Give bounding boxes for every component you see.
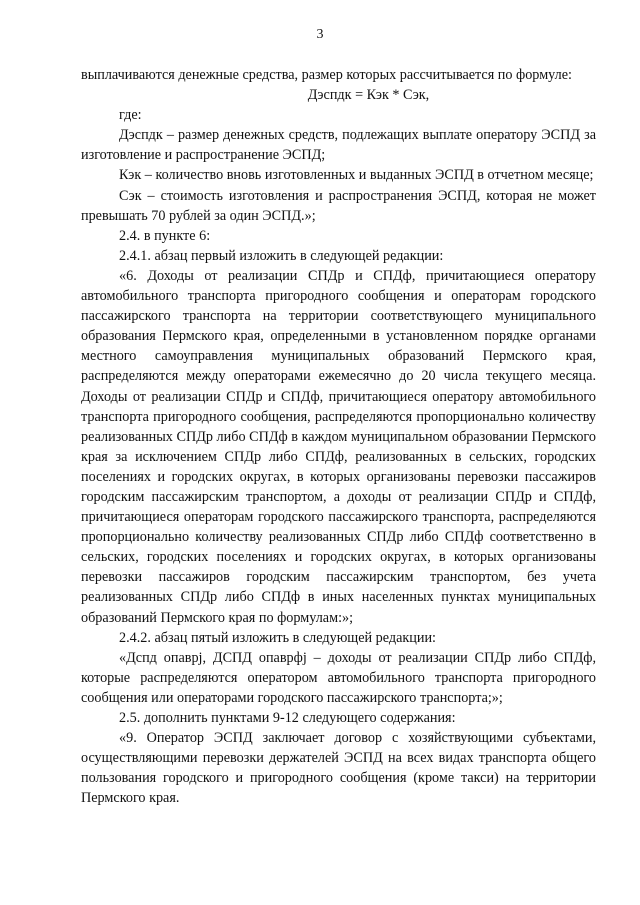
paragraph-item-2-4-1: 2.4.1. абзац первый изложить в следующей редакции:	[119, 247, 444, 264]
paragraph-income-definition: «Дспд опаврj, ДСПД опаврфj – доходы от реализации СПДр либо СПДф, которые распределяются оператором автомобильного транспорта пригородного сообщения или операторами городского пассажирского транспорта;»;	[81, 649, 596, 706]
paragraph-definition-dspdk: Дэспдк – размер денежных средств, подлежащих выплате оператору ЭСПД за изготовление и распространение ЭСПД;	[81, 127, 596, 164]
paragraph-item-2-4-2: 2.4.2. абзац пятый изложить в следующей редакции:	[119, 629, 436, 646]
paragraph-payout-intro: выплачиваются денежные средства, размер которых рассчитывается по формуле:	[81, 67, 572, 83]
page-number: 3	[316, 27, 324, 42]
paragraph-where: где:	[119, 107, 142, 124]
formula-dspdk: Дэспдк = Кэк * Сэк,	[307, 87, 430, 104]
document-body	[81, 65, 596, 808]
paragraph-item-2-5: 2.5. дополнить пунктами 9-12 следующего содержания:	[119, 710, 456, 726]
paragraph-clause-6: «6. Доходы от реализации СПДр и СПДф, причитающиеся оператору автомобильного транспорта пригородного сообщения и операторам городского пассажирского транспорта на территории соответствующего муниципального образования Пермского края, определенными в установленном порядке органами местного самоуправления муниципальных образований Пермского края, распределяются между операторами ежемесячно до 20 числа текущего месяца. Доходы от реализации СПДр и СПДф, причитающиеся оператору автомобильного транспорта пригородного сообщения, распределяются пропорционально количеству реализованных СПДр либо СПДф в каждом муниципальном образовании Пермского края за исключением СПДр либо СПДф, реализованных в сельских, городских поселениях и городских округах, в которых организованы перевозки пассажиров городским пассажирским транспортом, а доходы от реализации СПДр и СПДф, причитающиеся операторам городского пассажирского транспорта, распределяются пропорционально количеству реализованных СПДр либо СПДф соответственно в сельских, городских поселениях и городских округах, в которых организованы перевозки пассажиров городским пассажирским транспортом, без учета реализованных СПДр либо СПДф в иных населенных пунктах муниципальных образований Пермского края по формулам:»;	[81, 267, 596, 626]
paragraph-item-2-4: 2.4. в пункте 6:	[119, 227, 211, 244]
paragraph-definition-sek: Сэк – стоимость изготовления и распространения ЭСПД, которая не может превышать 70 рублей за один ЭСПД.»;	[81, 187, 596, 224]
paragraph-definition-kek: Кэк – количество вновь изготовленных и выданных ЭСПД в отчетном месяце;	[119, 167, 594, 184]
paragraph-clause-9: «9. Оператор ЭСПД заключает договор с хозяйствующими субъектами, осуществляющими перевозки держателей ЭСПД на всех видах транспорта общего пользования городского и пригородного сообщения (кроме такси) на территории Пермского края.	[81, 730, 596, 807]
